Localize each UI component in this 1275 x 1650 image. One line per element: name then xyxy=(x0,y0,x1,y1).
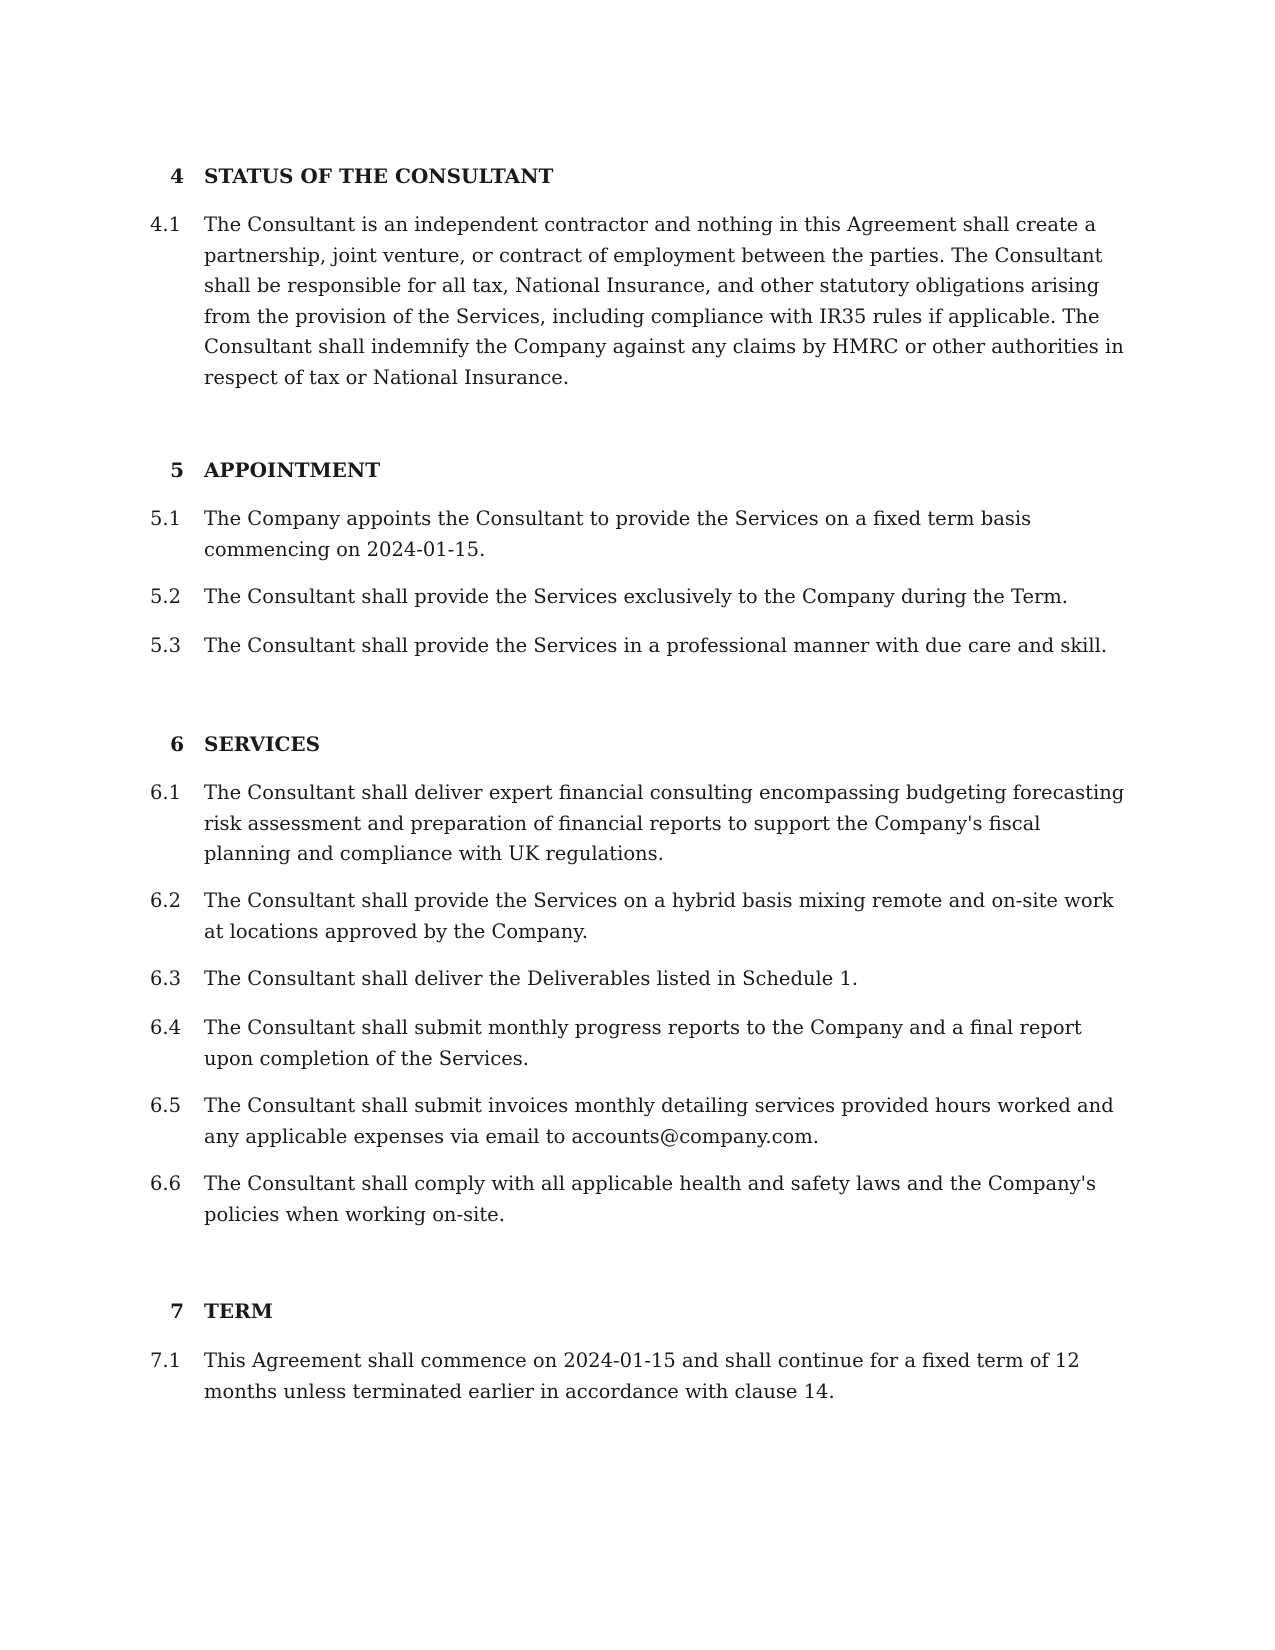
clause-4-1 xyxy=(150,210,1130,393)
clause-text: The Consultant shall submit invoices monthly detailing services provided hours worked and any applicable expenses via email to accounts@company.com. xyxy=(204,1094,1114,1148)
clause-text: This Agreement shall commence on 2024-01-15 and shall continue for a fixed term of 12 months unless terminated earlier in accordance with clause 14. xyxy=(204,1349,1080,1403)
section-title: TERM xyxy=(204,1299,273,1323)
clause-number: 7.1 xyxy=(150,1349,182,1372)
section-title: STATUS OF THE CONSULTANT xyxy=(204,164,554,188)
section-heading-5 xyxy=(150,455,1110,485)
clause-5-3 xyxy=(150,631,1130,662)
clause-text: The Consultant is an independent contractor and nothing in this Agreement shall create a partnership, joint venture, or contract of employment between the parties. The Consultant shall be responsible for all tax, National Insurance, and other statutory obligations arising from the provision of the Services, including compliance with IR35 rules if applicable. The Consultant shall indemnify the Company against any claims by HMRC or other authorities in respect of tax or National Insurance. xyxy=(204,213,1124,389)
section-number: 7 xyxy=(170,1299,184,1323)
clause-number: 6.2 xyxy=(150,889,182,912)
clause-text: The Consultant shall provide the Services on a hybrid basis mixing remote and on-site work at locations approved by the Company. xyxy=(204,889,1114,943)
section-heading-7 xyxy=(150,1296,1110,1326)
clause-number: 6.3 xyxy=(150,967,182,990)
section-number: 5 xyxy=(170,458,184,482)
clause-text: The Consultant shall provide the Services exclusively to the Company during the Term. xyxy=(204,585,1068,608)
clause-number: 5.1 xyxy=(150,507,182,530)
clause-text: The Consultant shall deliver the Deliverables listed in Schedule 1. xyxy=(204,967,859,990)
clause-5-2 xyxy=(150,582,1130,613)
clause-number: 4.1 xyxy=(150,213,182,236)
clause-text: The Consultant shall comply with all applicable health and safety laws and the Company's policies when working on-site. xyxy=(204,1172,1097,1226)
clause-7-1 xyxy=(150,1346,1130,1407)
clause-number: 6.6 xyxy=(150,1172,182,1195)
clause-5-1 xyxy=(150,504,1130,565)
clause-number: 6.4 xyxy=(150,1016,182,1039)
clause-number: 6.5 xyxy=(150,1094,182,1117)
clause-text: The Consultant shall deliver expert financial consulting encompassing budgeting forecasting risk assessment and preparation of financial reports to support the Company's fiscal planning and compliance with UK regulations. xyxy=(204,781,1125,865)
section-number: 4 xyxy=(170,164,184,188)
clause-number: 6.1 xyxy=(150,781,182,804)
clause-number: 5.3 xyxy=(150,634,182,657)
section-number: 6 xyxy=(170,732,184,756)
clause-6-6 xyxy=(150,1169,1130,1230)
clause-6-3 xyxy=(150,964,1130,995)
section-heading-6 xyxy=(150,729,1110,759)
section-title: APPOINTMENT xyxy=(204,458,381,482)
section-heading-4 xyxy=(150,161,1110,191)
clause-text: The Consultant shall submit monthly progress reports to the Company and a final report upon completion of the Services. xyxy=(204,1016,1082,1070)
clause-text: The Company appoints the Consultant to provide the Services on a fixed term basis commencing on 2024-01-15. xyxy=(204,507,1032,561)
section-title: SERVICES xyxy=(204,732,321,756)
clause-text: The Consultant shall provide the Services in a professional manner with due care and skill. xyxy=(204,634,1108,657)
clause-6-5 xyxy=(150,1091,1130,1152)
clause-number: 5.2 xyxy=(150,585,182,608)
clause-6-4 xyxy=(150,1013,1130,1074)
clause-6-1 xyxy=(150,778,1130,870)
clause-6-2 xyxy=(150,886,1130,947)
